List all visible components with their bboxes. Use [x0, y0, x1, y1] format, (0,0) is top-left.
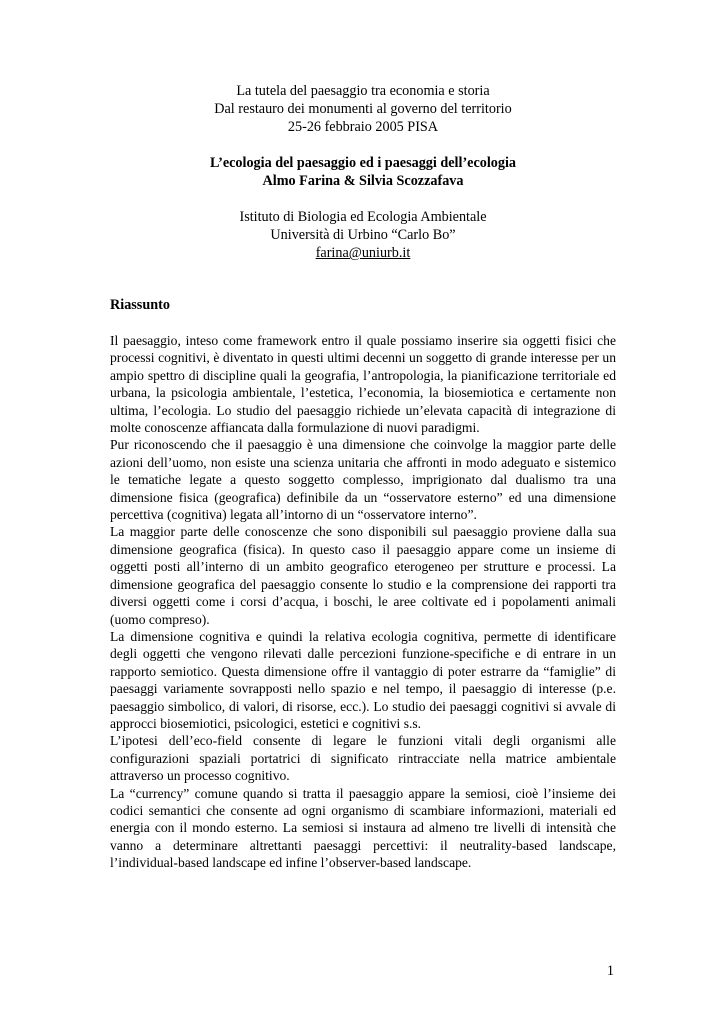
abstract-paragraph: La “currency” comune quando si tratta il paesaggio appare la semiosi, cioè l’insieme dei codici semantici che consente ad ogni organismo di scambiare informazioni, materiali ed energia con il mondo esterno. La semiosi si instaura ad almeno tre livelli di intensità che vanno a determinare altrettanti paesaggi percettivi: il neutrality-based landscape, l’individual-based landscape ed infine l’observer-based landscape.: [110, 785, 616, 871]
abstract-paragraph: Il paesaggio, inteso come framework entro il quale possiamo inserire sia oggetti fisici che processi cognitivi, è diventato in questi ultimi decenni un soggetto di grande interesse per un ampio spettro di discipline quali la geografia, l’antropologia, la pianificazione territoriale ed urbana, la psicologia ambientale, l’estetica, l’economia, la biosemiotica e certamente non ultima, l’ecologia. Lo studio del paesaggio richiede un’elevata capacità di integrazione di molte conoscenze affiancata dalla formulazione di nuovi paradigmi.: [110, 333, 616, 436]
page-number: 1: [606, 963, 614, 979]
paper-title: L’ecologia del paesaggio ed i paesaggi dell’ecologia: [209, 155, 517, 171]
document-page: [110, 82, 616, 872]
paper-authors: Almo Farina & Silvia Scozzafava: [262, 173, 464, 189]
email-link[interactable]: farina@uniurb.it: [315, 245, 411, 261]
abstract-paragraph: Pur riconoscendo che il paesaggio è una dimensione che coinvolge la maggior parte delle azioni dell’uomo, non esiste una scienza unitaria che affronti in modo adeguato e sistemico le tematiche legate a questo soggetto complesso, imprigionato dal dualismo tra una dimensione fisica (geografica) definibile da un “osservatore esterno” ed una dimensione percettiva (cognitiva) legata all’intorno di un “osservatore interno”.: [110, 437, 616, 523]
conference-date: 25-26 febbraio 2005 PISA: [287, 119, 439, 135]
abstract-heading: Riassunto: [110, 297, 170, 313]
conference-subtitle: Dal restauro dei monumenti al governo del territorio: [214, 101, 512, 117]
abstract-paragraph: L’ipotesi dell’eco-field consente di legare le funzioni vitali degli organismi alle configurazioni spaziali portatrici di significato rintracciate nella matrice ambientale attraverso un processo cognitivo.: [110, 733, 616, 784]
conference-title: La tutela del paesaggio tra economia e storia: [236, 83, 490, 99]
document-header: [110, 82, 616, 262]
abstract-body: [110, 332, 616, 872]
abstract-paragraph: La maggior parte delle conoscenze che sono disponibili sul paesaggio proviene dalla sua dimensione geografica (fisica). In questo caso il paesaggio appare come un insieme di oggetti posti all’interno di un ambito geografico eterogeneo per strutture e processi. La dimensione geografica del paesaggio consente lo studio e la comprensione dei rapporti tra diversi oggetti come i corsi d’acqua, i boschi, le aree coltivate ed i popolamenti animali (uomo compreso).: [110, 524, 616, 627]
university-name: Università di Urbino “Carlo Bo”: [270, 227, 456, 243]
abstract-paragraph: La dimensione cognitiva e quindi la relativa ecologia cognitiva, permette di identificare degli oggetti che vengono rilevati dalle percezioni funzione-specifiche e di entrare in un rapporto semiotico. Questa dimensione offre il vantaggio di poter estrarre da “famiglie” di paesaggi variamente sovrapposti nello spazio e nel tempo, il paesaggio di interesse (p.e. paesaggio simbolico, di valori, di risorse, ecc.). Lo studio dei paesaggi cognitivi si avvale di approcci biosemiotici, psicologici, estetici e cognitivi s.s.: [110, 628, 616, 731]
institute-name: Istituto di Biologia ed Ecologia Ambientale: [239, 209, 487, 225]
